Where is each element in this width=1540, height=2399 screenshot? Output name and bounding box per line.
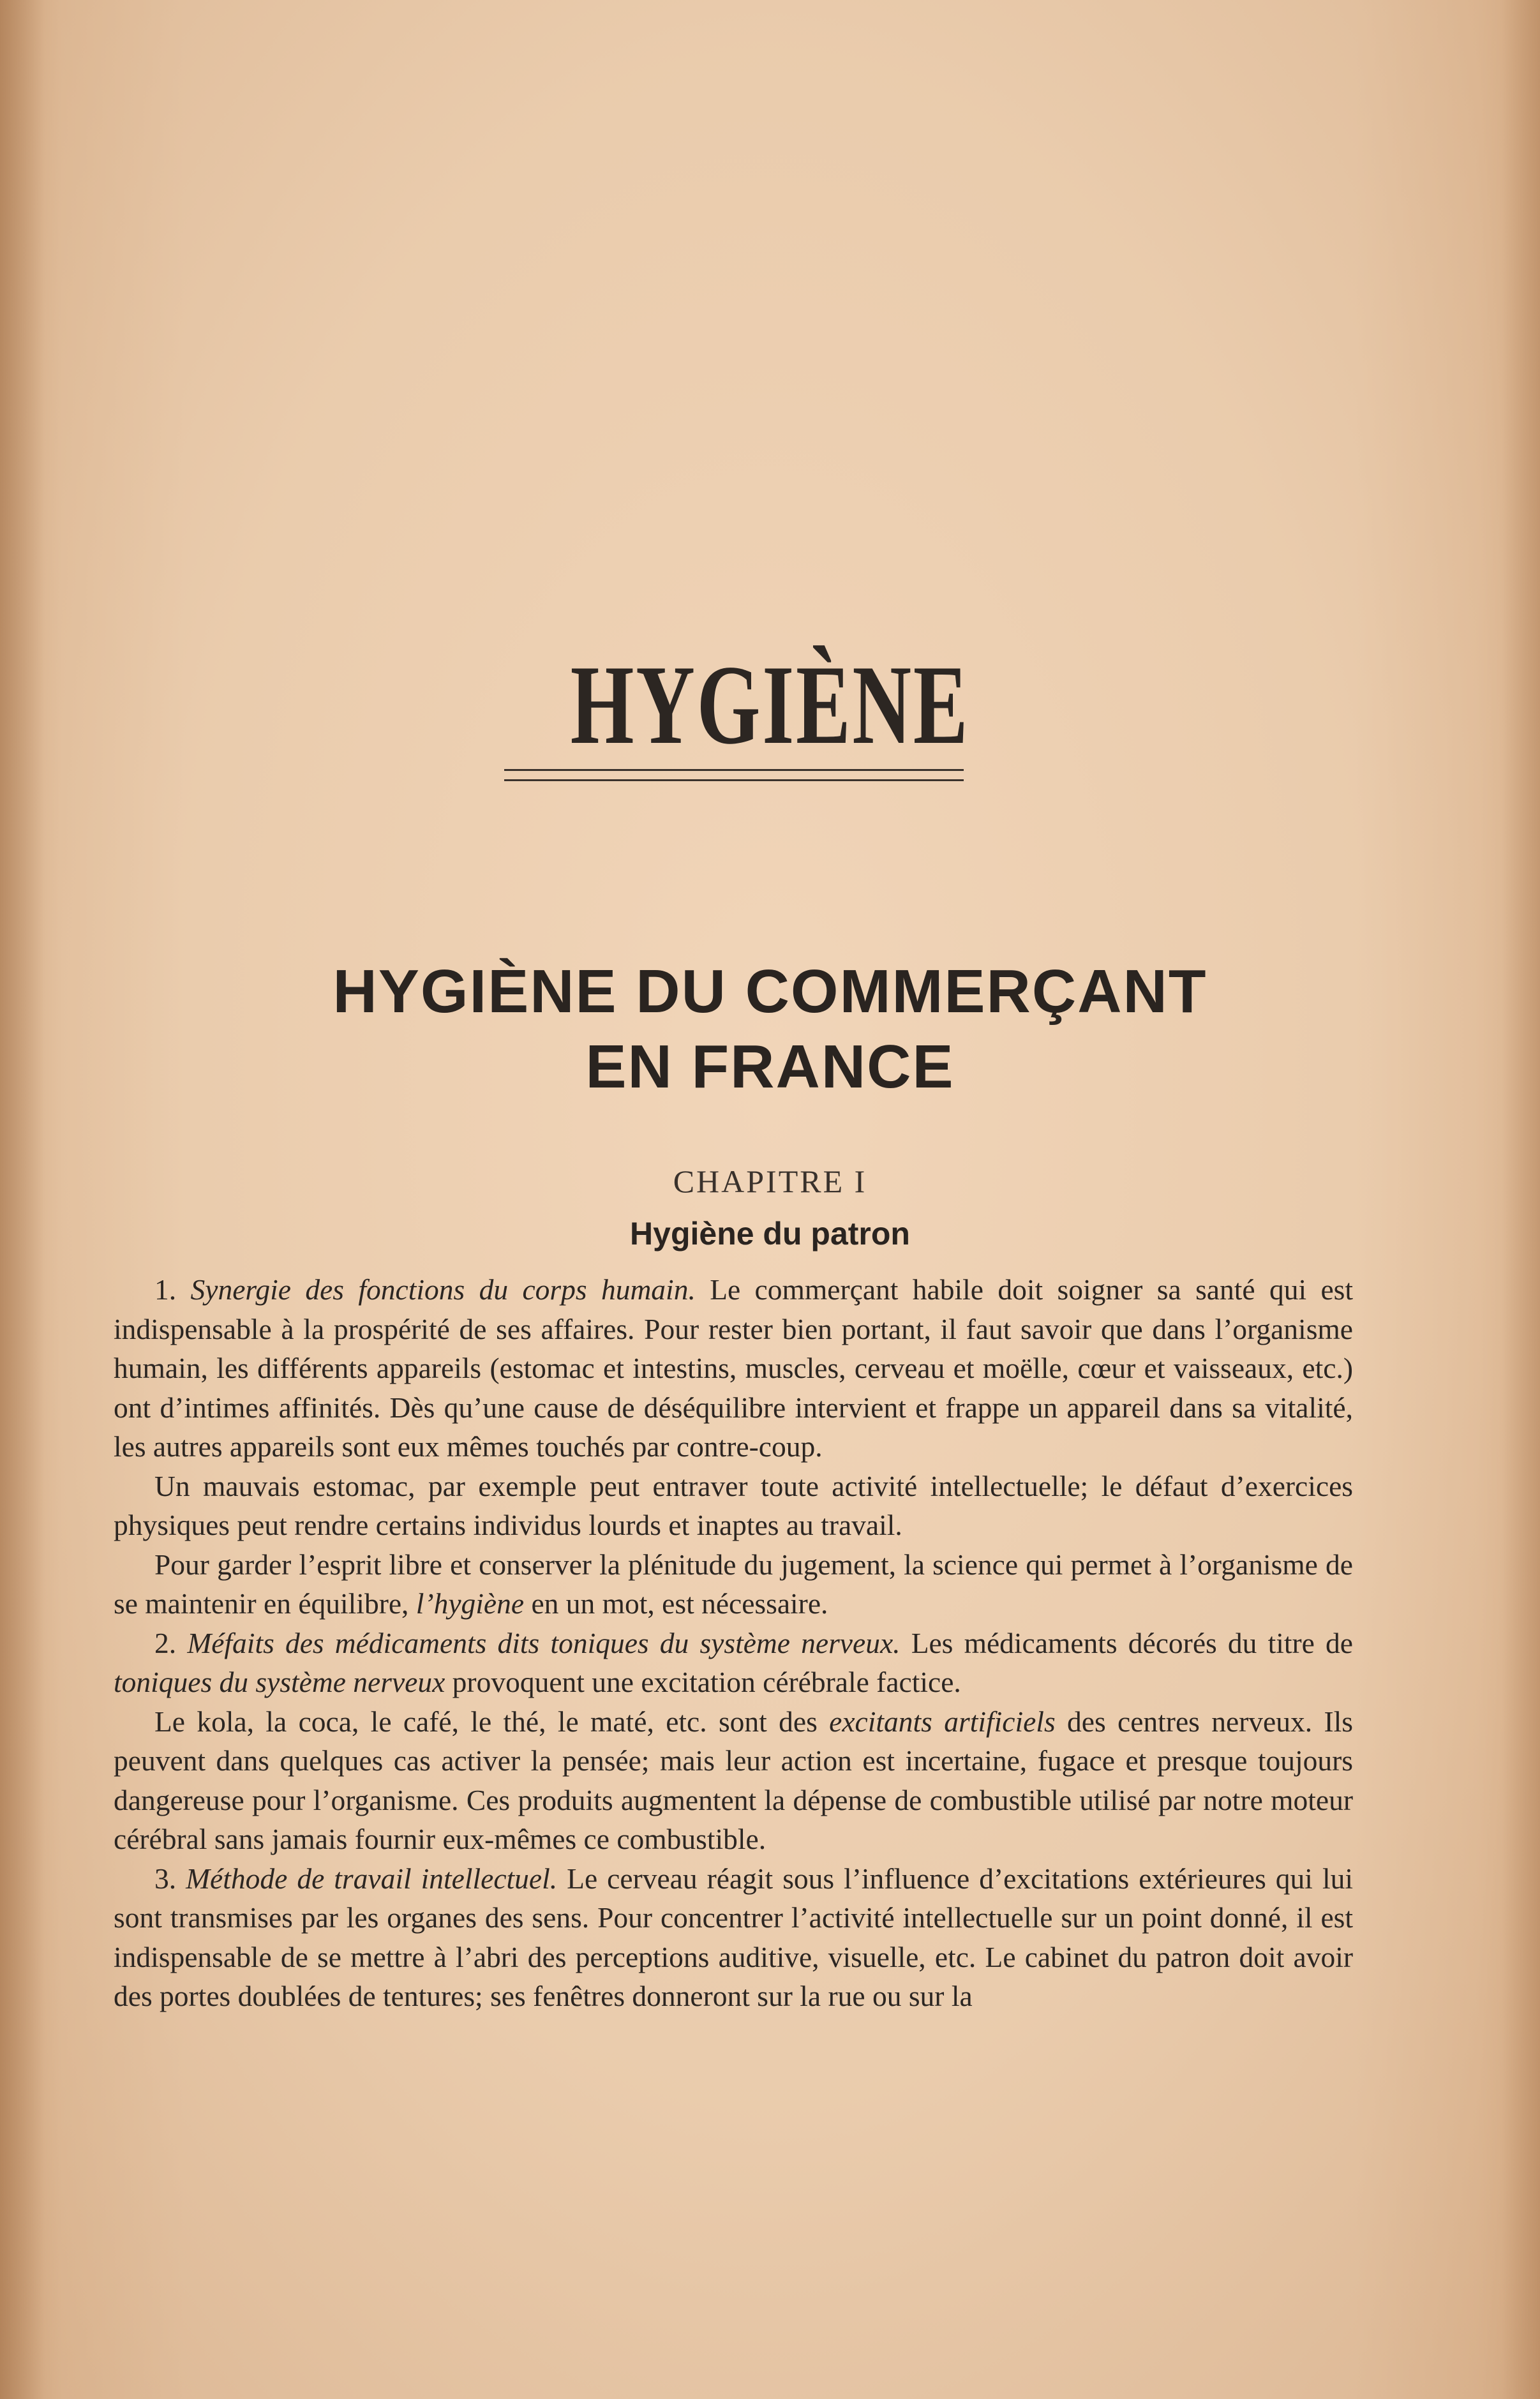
- chapter-title: Hygiène du patron: [630, 1216, 910, 1252]
- paragraph-text: Le kola, la coca, le café, le thé, le maté, etc. sont des: [154, 1705, 830, 1738]
- paragraph-6: [114, 1859, 1353, 2016]
- main-title-line2: EN FRANCE: [585, 1033, 955, 1101]
- paragraph-4: [114, 1624, 1353, 1702]
- section-title: HYGIÈNE: [570, 641, 970, 768]
- paragraph-number: 2.: [154, 1626, 177, 1659]
- paragraph-text: provoquent une excitation cérébrale factice.: [445, 1666, 961, 1698]
- paragraph-italic: l’hygiène: [415, 1587, 525, 1620]
- paragraph-2: [114, 1467, 1353, 1545]
- main-title: [0, 954, 1540, 1105]
- chapter-label: CHAPITRE I: [673, 1163, 867, 1199]
- title-rule-lower: [504, 779, 964, 781]
- paragraph-text: des centres nerveux. Ils peuvent dans quelques cas activer la pensée; mais leur action est incertaine, fugace et presque toujours dangereuse pour l’organisme. Ces produits augmentent la dépense de combustible utilisé par notre moteur cérébral sans jamais fournir eux-mêmes ce combustible.: [114, 1705, 1353, 1855]
- paragraph-italic: toniques du système nerveux: [114, 1666, 445, 1698]
- paragraph-text: Le commerçant habile doit soigner sa santé qui est indispensable à la prospérité de ses affaires. Pour rester bien portant, il faut savoir que dans l’organisme humain, les différents appareils (estomac et intestins, muscles, cerveau et moëlle, cœur et vaisseaux, etc.) ont d’intimes affinités. Dès qu’une cause de déséquilibre intervient et frappe un appareil dans sa vitalité, les autres appareils sont eux mêmes touchés par contre-coup.: [114, 1273, 1353, 1463]
- paragraph-3: [114, 1545, 1353, 1624]
- paragraph-text: en un mot, est nécessaire.: [524, 1587, 828, 1620]
- paragraph-number: 1.: [154, 1273, 177, 1306]
- title-rule-upper: [504, 769, 964, 771]
- paragraph-heading: Synergie des fonctions du corps humain.: [190, 1273, 696, 1306]
- paragraph-italic: excitants artificiels: [829, 1705, 1056, 1738]
- paragraph-5: [114, 1702, 1353, 1859]
- paragraph-text: Les médicaments décorés du titre de: [900, 1626, 1353, 1659]
- paragraph-heading: Méfaits des médicaments dits toniques du système nerveux.: [187, 1626, 901, 1659]
- main-title-line1: HYGIÈNE DU COMMERÇANT: [333, 957, 1207, 1026]
- paragraph-text: Le cerveau réagit sous l’influence d’excitations extérieures qui lui sont transmises par les organes des sens. Pour concentrer l’activité intellectuelle sur un point donné, il est indispensable de se mettre à l’abri des perceptions auditive, visuelle, etc. Le cabinet du patron doit avoir des portes doublées de tentures; ses fenêtres donneront sur la rue ou sur la: [114, 1862, 1353, 2012]
- paragraph-text: Un mauvais estomac, par exemple peut entraver toute activité intellectuelle; le défaut d’exercices physiques peut rendre certains individus lourds et inaptes au travail.: [114, 1469, 1353, 1541]
- paragraph-heading: Méthode de travail intellectuel.: [186, 1862, 558, 1895]
- body-text: [114, 1270, 1353, 2016]
- paragraph-number: 3.: [154, 1862, 177, 1895]
- paragraph-text: Pour garder l’esprit libre et conserver la plénitude du jugement, la science qui permet à l’organisme de se maintenir en équilibre,: [114, 1548, 1353, 1620]
- paragraph-1: [114, 1270, 1353, 1467]
